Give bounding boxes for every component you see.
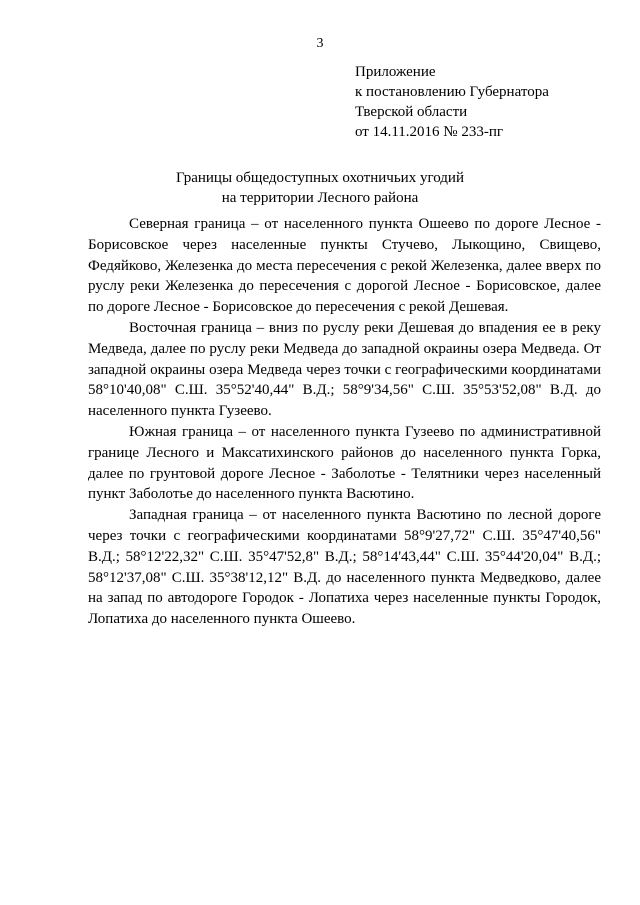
eastern-border-paragraph: Восточная граница – вниз по руслу реки Дешевая до впадения ее в реку Медведа, далее по руслу реки Медведа до западной окраины озера Медведа. От западной окраины озера Медведа через точки с географическими координатами 58°10'40,08" С.Ш. 35°52'40,44" В.Д.; 58°9'34,56" С.Ш. 35°53'52,08" В.Д. до населенного пункта Гузеево. (88, 319, 601, 420)
appendix-line: Приложение (355, 64, 436, 80)
document-body (88, 214, 601, 630)
northern-border-paragraph: Северная граница – от населенного пункта Ошеево по дороге Лесное - Борисовское через населенные пункты Стучево, Лыкощино, Свищево, Федяйково, Железенка до места пересечения с рекой Железенка, далее вверх по руслу реки Железенка до пересечения с дорогой Лесное - Борисовское, далее по дороге Лесное - Борисовское до пересечения с рекой Дешевая. (88, 216, 601, 316)
title-line: Границы общедоступных охотничьих угодий (175, 170, 464, 186)
western-border-paragraph: Западная граница – от населенного пункта Васютино по лесной дороге через точки с географическими координатами 58°9'27,72" С.Ш. 35°47'40,56" В.Д.; 58°12'22,32" С.Ш. 35°47'52,8" В.Д.; 58°14'43,44" С.Ш. 35°44'20,04" В.Д.; 58°12'37,08" С.Ш. 35°38'12,12" В.Д. до населенного пункта Медведково, далее на запад по автодороге Городок - Лопатиха через населенные пункты Городок, Лопатиха до населенного пункта Ошеево. (88, 507, 601, 628)
document-title (0, 168, 640, 208)
appendix-line: к постановлению Губернатора (355, 84, 549, 100)
page-number: 3 (316, 36, 324, 51)
appendix-line: от 14.11.2016 № 233-пг (355, 124, 504, 140)
title-line: на территории Лесного района (221, 190, 419, 206)
appendix-line: Тверской области (355, 104, 468, 120)
appendix-header (355, 62, 549, 142)
southern-border-paragraph: Южная граница – от населенного пункта Гузеево по административной границе Лесного и Максатихинского районов до населенного пункта Горка, далее по грунтовой дороге Лесное - Заболотье - Телятники через населенный пункт Заболотье до населенного пункта Васютино. (88, 423, 601, 503)
